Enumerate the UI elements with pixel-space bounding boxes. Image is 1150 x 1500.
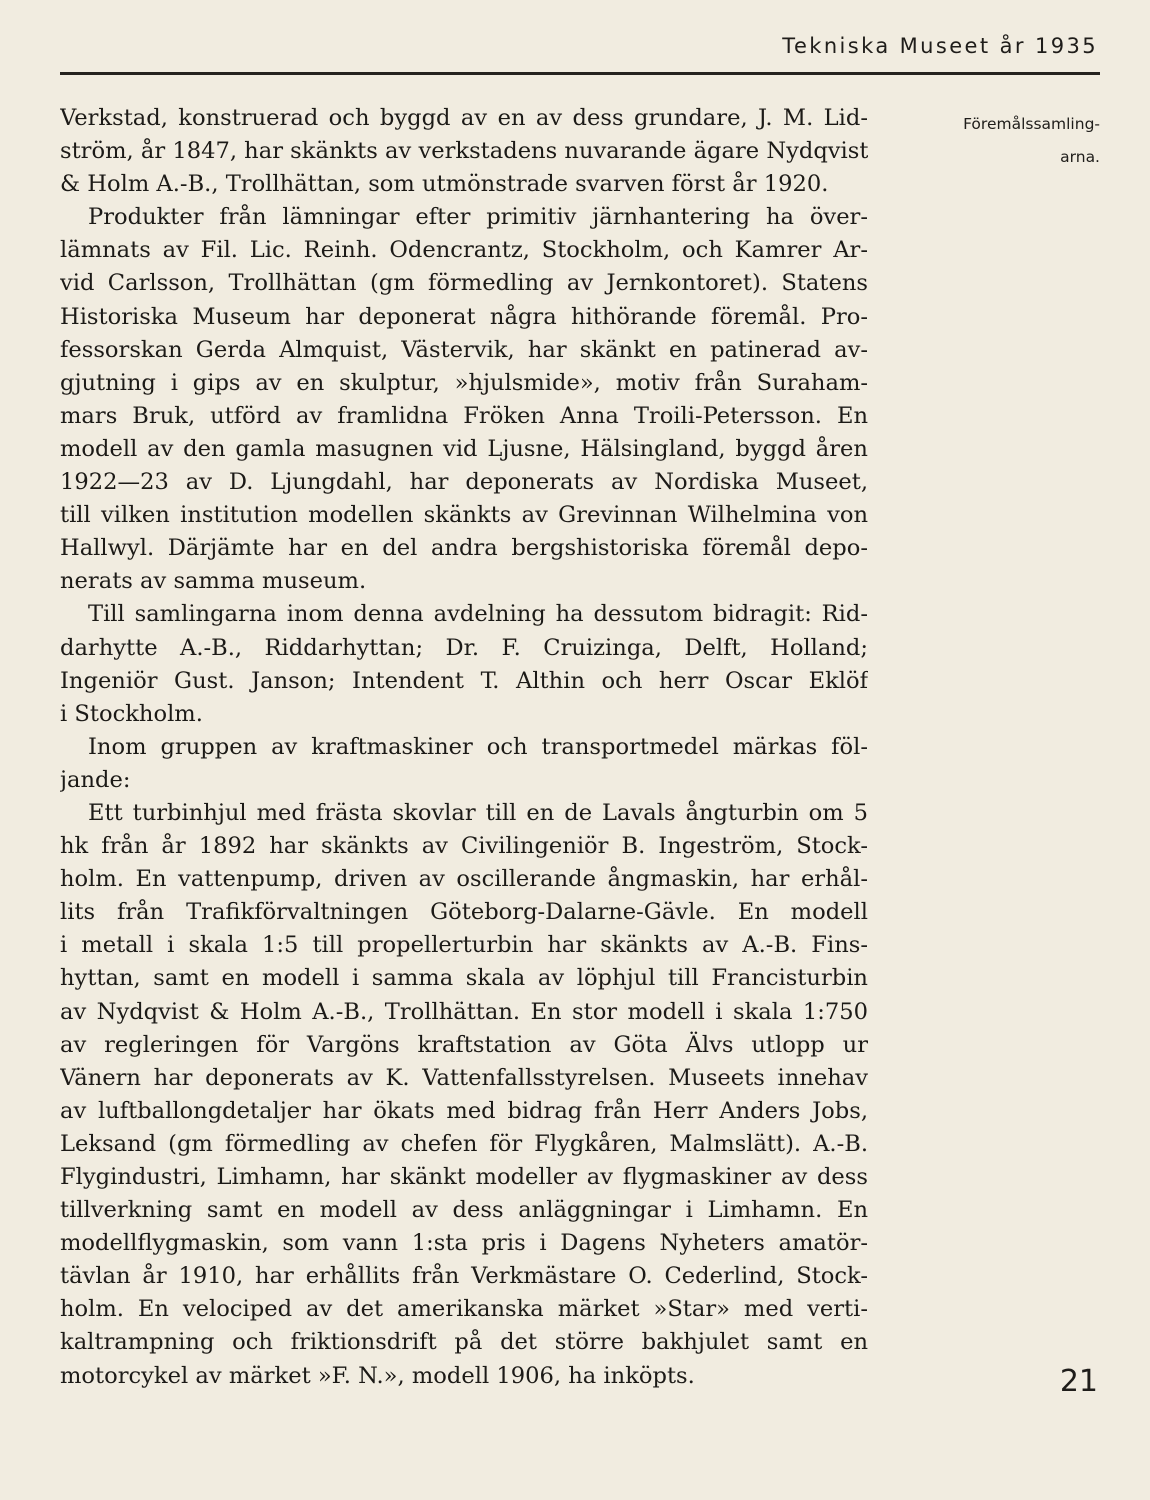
text-line: holm. En vattenpump, driven av oscillerande ångmaskin, har erhål- — [60, 866, 868, 893]
text-line: ström, år 1847, har skänkts av verkstadens nuvarande ägare Nydqvist — [60, 138, 868, 165]
text-line: gjutning i gips av en skulptur, »hjulsmide», motiv från Suraham- — [60, 369, 868, 396]
text-line: Till samlingarna inom denna avdelning ha dessutom bidragit: Rid- — [88, 601, 868, 628]
text-line: i Stockholm. — [60, 700, 203, 727]
text-line: tillverkning samt en modell av dess anläggningar i Limhamn. En — [60, 1197, 868, 1224]
text-line: Ett turbinhjul med frästa skovlar till en de Lavals ångturbin om 5 — [88, 799, 868, 826]
text-line: av regleringen för Vargöns kraftstation av Göta Älvs utlopp ur — [60, 1031, 868, 1058]
text-line: motorcykel av märket »F. N.», modell 1906, ha inköpts. — [60, 1362, 695, 1389]
text-line: modell av den gamla masugnen vid Ljusne, Hälsingland, byggd åren — [60, 435, 868, 462]
text-line: nerats av samma museum. — [60, 568, 367, 595]
margin-note-line-1: Föremålssamling- — [963, 115, 1100, 133]
text-line: Historiska Museum har deponerat några hithörande föremål. Pro- — [60, 303, 868, 330]
text-line: hyttan, samt en modell i samma skala av löphjul till Francisturbin — [60, 965, 868, 992]
text-line: tävlan år 1910, har erhållits från Verkmästare O. Cederlind, Stock- — [60, 1263, 868, 1290]
text-line: 1922—23 av D. Ljungdahl, har deponerats av Nordiska Museet, — [60, 469, 868, 496]
text-line: Leksand (gm förmedling av chefen för Flygkåren, Malmslätt). A.-B. — [60, 1130, 868, 1157]
body-text — [60, 102, 868, 1393]
text-line: & Holm A.-B., Trollhättan, som utmönstrade svarven först år 1920. — [60, 171, 829, 198]
text-line: lits från Trafikförvaltningen Göteborg-Dalarne-Gävle. En modell — [60, 899, 868, 926]
text-line: i metall i skala 1:5 till propellerturbin har skänkts av A.-B. Fins- — [60, 932, 868, 959]
text-line: lämnats av Fil. Lic. Reinh. Odencrantz, Stockholm, och Kamrer Ar- — [60, 237, 868, 264]
text-line: kaltrampning och friktionsdrift på det större bakhjulet samt en — [60, 1329, 868, 1356]
text-line: vid Carlsson, Trollhättan (gm förmedling av Jernkontoret). Statens — [60, 270, 868, 297]
text-line: Vänern har deponerats av K. Vattenfallsstyrelsen. Museets innehav — [60, 1064, 868, 1091]
text-line: jande: — [60, 766, 131, 793]
page-number: 21 — [1059, 1364, 1098, 1399]
text-line: modellflygmaskin, som vann 1:sta pris i Dagens Nyheters amatör- — [60, 1230, 868, 1257]
text-line: hk från år 1892 har skänkts av Civilingeniör B. Ingeström, Stock- — [60, 833, 868, 860]
text-line: Produkter från lämningar efter primitiv järnhantering ha över- — [88, 204, 868, 231]
text-line: av Nydqvist & Holm A.-B., Trollhättan. En stor modell i skala 1:750 — [60, 998, 868, 1025]
text-line: av luftballongdetaljer har ökats med bidrag från Herr Anders Jobs, — [60, 1097, 868, 1124]
running-head: Tekniska Museet år 1935 — [782, 34, 1098, 58]
text-line: mars Bruk, utförd av framlidna Fröken Anna Troili-Petersson. En — [60, 402, 868, 429]
margin-note — [900, 108, 1100, 174]
margin-note-line-2: arna. — [1060, 148, 1100, 166]
text-line: Verkstad, konstruerad och byggd av en av dess grundare, J. M. Lid- — [60, 105, 868, 131]
text-line: Hallwyl. Därjämte har en del andra bergshistoriska föremål depo- — [60, 535, 868, 562]
text-line: Ingeniör Gust. Janson; Intendent T. Althin och herr Oscar Eklöf — [60, 667, 868, 694]
header-rule — [60, 72, 1100, 75]
text-line: darhytte A.-B., Riddarhyttan; Dr. F. Cruizinga, Delft, Holland; — [60, 634, 868, 661]
text-line: till vilken institution modellen skänkts av Grevinnan Wilhelmina von — [60, 502, 868, 529]
text-line: fessorskan Gerda Almquist, Västervik, har skänkt en patinerad av- — [60, 336, 868, 363]
text-line: Inom gruppen av kraftmaskiner och transportmedel märkas föl- — [88, 733, 868, 760]
text-line: Flygindustri, Limhamn, har skänkt modeller av flygmaskiner av dess — [60, 1164, 868, 1190]
text-line: holm. En velociped av det amerikanska märket »Star» med verti- — [60, 1296, 868, 1323]
